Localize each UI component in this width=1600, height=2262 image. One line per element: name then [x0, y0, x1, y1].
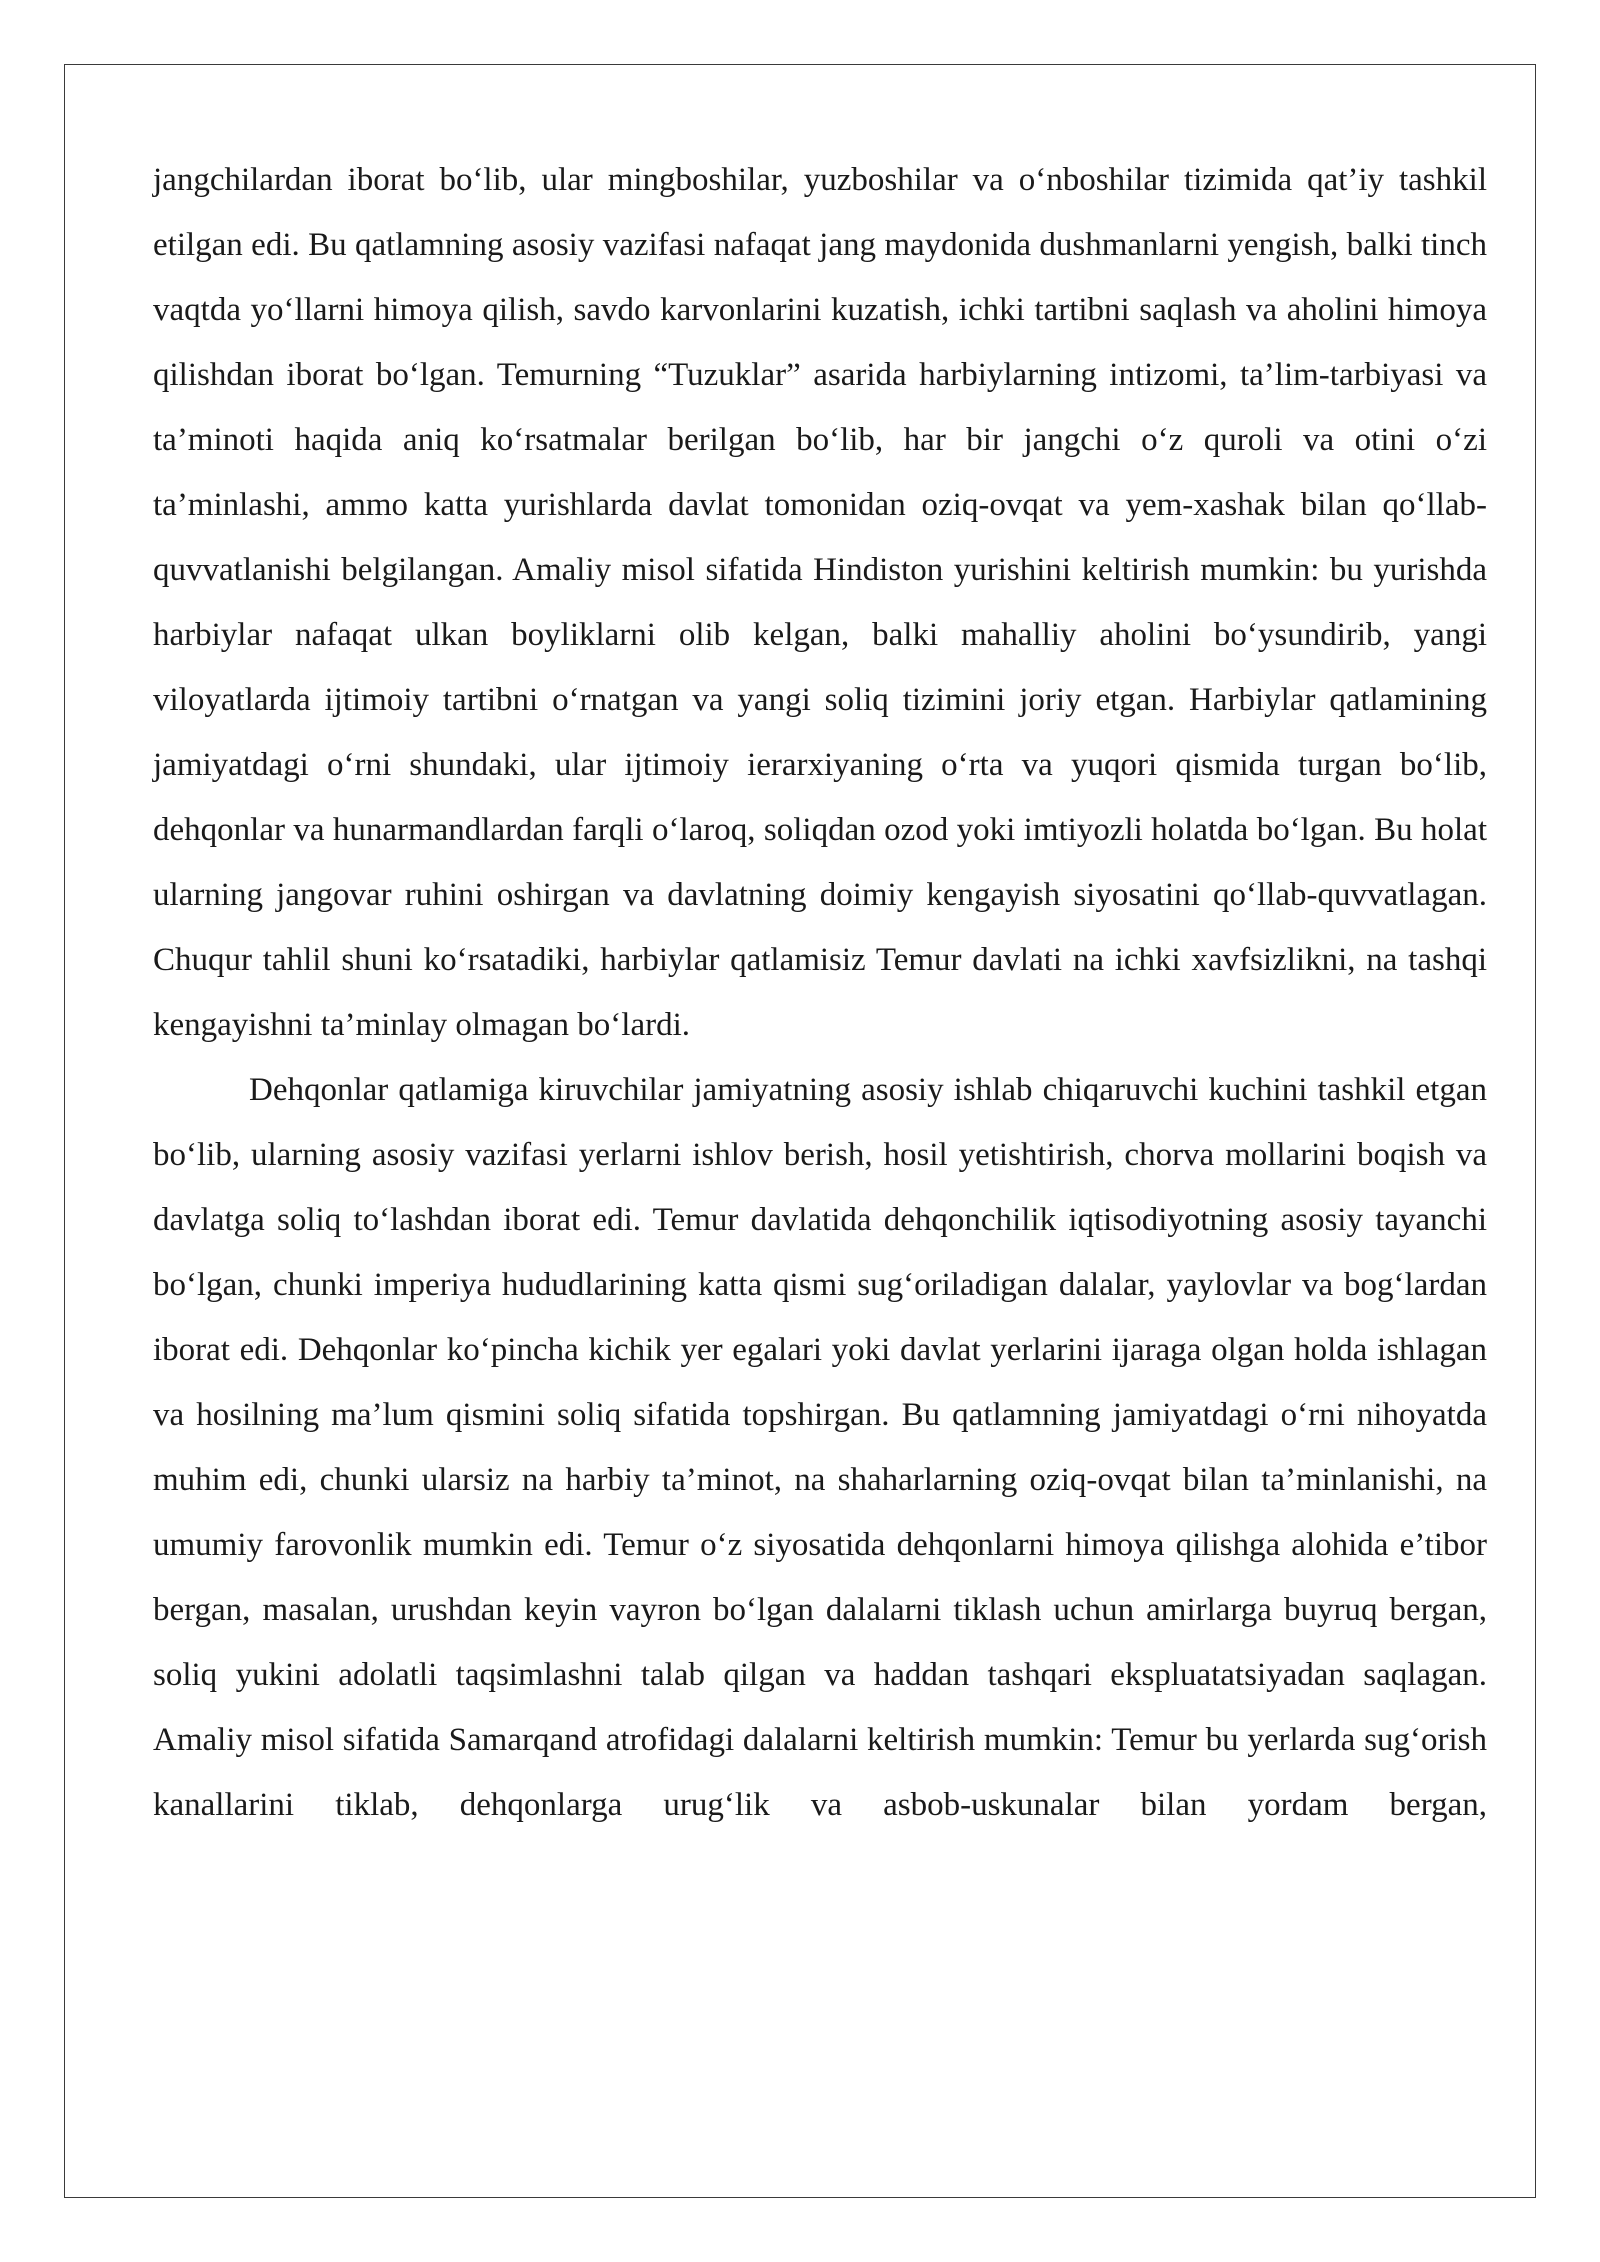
paragraph-peasant-class: Dehqonlar qatlamiga kiruvchilar jamiyatning asosiy ishlab chiqaruvchi kuchini tashkil etgan bo‘lib, ularning asosiy vazifasi yerlarni ishlov berish, hosil yetishtirish, chorva mollarini boqish va davlatga soliq to‘lashdan iborat edi. Temur davlatida dehqonchilik iqtisodiyotning asosiy tayanchi bo‘lgan, chunki imperiya hududlarining katta qismi sug‘oriladigan dalalar, yaylovlar va bog‘lardan iborat edi. Dehqonlar ko‘pincha kichik yer egalari yoki davlat yerlarini ijaraga olgan holda ishlagan va hosilning ma’lum qismini soliq sifatida topshirgan. Bu qatlamning jamiyatdagi o‘rni nihoyatda muhim edi, chunki ularsiz na harbiy ta’minot, na shaharlarning oziq-ovqat bilan ta’minlanishi, na umumiy farovonlik mumkin edi. Temur o‘z siyosatida dehqonlarni himoya qilishga alohida e’tibor bergan, masalan, urushdan keyin vayron bo‘lgan dalalarni tiklash uchun amirlarga buyruq bergan, soliq yukini adolatli taqsimlashni talab qilgan va haddan tashqari ekspluatatsiyadan saqlagan. Amaliy misol sifatida Samarqand atrofidagi dalalarni keltirish mumkin: Temur bu yerlarda sug‘orish kanallarini tiklab, dehqonlarga urug‘lik va asbob-uskunalar bilan yordam bergan, — [153, 1072, 1487, 1823]
document-body — [153, 148, 1487, 1838]
paragraph-military-class: jangchilardan iborat bo‘lib, ular mingboshilar, yuzboshilar va o‘nboshilar tizimida qat’iy tashkil etilgan edi. Bu qatlamning asosiy vazifasi nafaqat jang maydonida dushmanlarni yengish, balki tinch vaqtda yo‘llarni himoya qilish, savdo karvonlarini kuzatish, ichki tartibni saqlash va aholini himoya qilishdan iborat bo‘lgan. Temurning “Tuzuklar” asarida harbiylarning intizomi, ta’lim-tarbiyasi va ta’minoti haqida aniq ko‘rsatmalar berilgan bo‘lib, har bir jangchi o‘z quroli va otini o‘zi ta’minlashi, ammo katta yurishlarda davlat tomonidan oziq-ovqat va yem-xashak bilan qo‘llab-quvvatlanishi belgilangan. Amaliy misol sifatida Hindiston yurishini keltirish mumkin: bu yurishda harbiylar nafaqat ulkan boyliklarni olib kelgan, balki mahalliy aholini bo‘ysundirib, yangi viloyatlarda ijtimoiy tartibni o‘rnatgan va yangi soliq tizimini joriy etgan. Harbiylar qatlamining jamiyatdagi o‘rni shundaki, ular ijtimoiy ierarxiyaning o‘rta va yuqori qismida turgan bo‘lib, dehqonlar va hunarmandlardan farqli o‘laroq, soliqdan ozod yoki imtiyozli holatda bo‘lgan. Bu holat ularning jangovar ruhini oshirgan va davlatning doimiy kengayish siyosatini qo‘llab-quvvatlagan. Chuqur tahlil shuni ko‘rsatadiki, harbiylar qatlamisiz Temur davlati na ichki xavfsizlikni, na tashqi kengayishni ta’minlay olmagan bo‘lardi. — [153, 162, 1487, 1043]
